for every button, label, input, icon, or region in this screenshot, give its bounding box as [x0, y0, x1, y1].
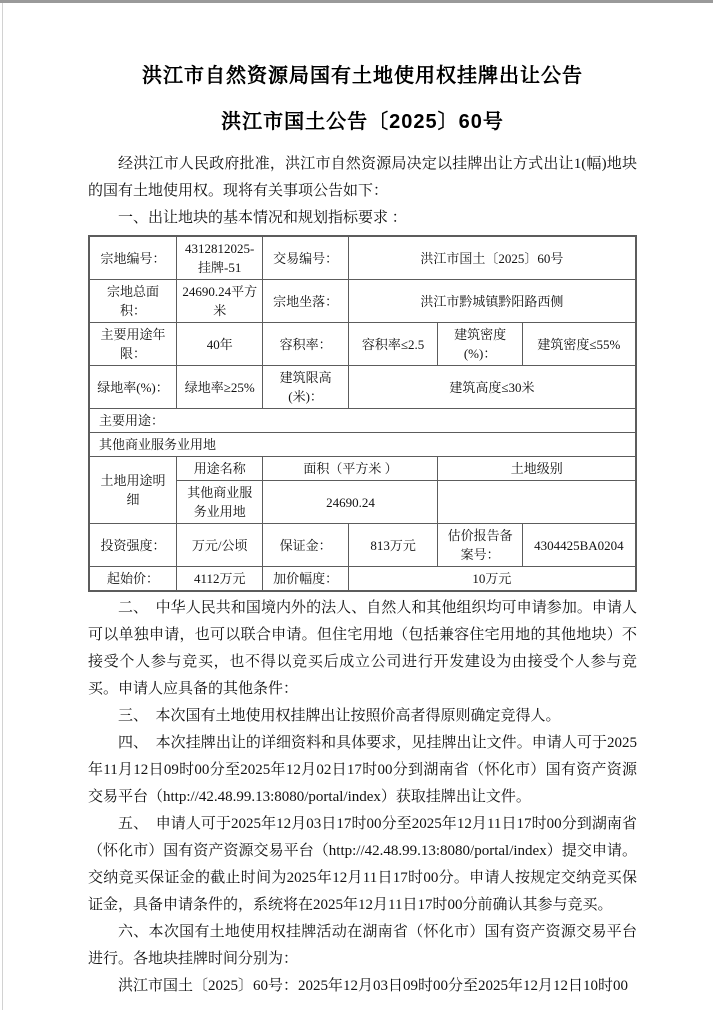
paragraph-listing-time: 洪江市国土〔2025〕60号：2025年12月03日09时00分至2025年12月12日10时00 [118, 978, 629, 994]
paragraph-section4: 四、 本次挂牌出让的详细资料和具体要求，见挂牌出让文件。申请人可于2025年11月12日09时00分至2025年12月02日17时00分到湖南省（怀化市）国有资产资源交易平台（http://42.48.99.13:8080/portal/index）获取挂牌出让文件。 [88, 735, 637, 805]
paragraph-section2: 二、 中华人民共和国境内外的法人、自然人和其他组织均可申请参加。申请人可以单独申请，也可以联合申请。但住宅用地（包括兼容住宅用地的其他地块）不接受个人参与竞买，也不得以竞买后成立公司进行开发建设为由接受个人参与竞买。申请人应具备的其他条件： [88, 600, 637, 697]
building-density-label: 建筑密度(%)： [438, 323, 522, 366]
table-row [89, 524, 636, 567]
table-row [89, 366, 636, 409]
increment-value: 10万元 [348, 567, 636, 592]
body-paragraphs [88, 595, 637, 1000]
land-grade-header: 土地级别 [438, 457, 636, 481]
area-header: 面积（平方米 ） [263, 457, 438, 481]
height-limit-value: 建筑高度≤30米 [348, 366, 636, 409]
paragraph-section3: 三、 本次国有土地使用权挂牌出让按照价高者得原则确定竞得人。 [118, 708, 561, 724]
section1-heading: 一、出让地块的基本情况和规划指标要求 ： [118, 210, 407, 226]
deal-no-value: 洪江市国土〔2025〕60号 [348, 236, 636, 280]
document-title: 洪江市自然资源局国有土地使用权挂牌出让公告 [142, 65, 583, 87]
appraisal-label: 估价报告备案号： [438, 524, 522, 567]
appraisal-no-value: 4304425BA0204 [522, 524, 636, 567]
increment-label: 加价幅度： [263, 567, 348, 592]
total-area-label: 宗地总面积： [89, 280, 177, 323]
table-row [89, 236, 636, 280]
document-subtitle: 洪江市国土公告〔2025〕60号 [221, 111, 504, 133]
paragraph-section5: 五、 申请人可于2025年12月03日17时00分至2025年12月11日17时00分到湖南省（怀化市）国有资产资源交易平台（http://42.48.99.13:8080/portal/index）提交申请。交纳竞买保证金的截止时间为2025年12月11日17时00分。申请人按规定交纳竞买保证金，具备申请条件的，系统将在2025年12月11日17时00分前确认其参与竞买。 [88, 816, 637, 913]
use-detail-label: 土地用途明细 [89, 457, 177, 524]
table-row [89, 409, 636, 433]
deposit-label: 保证金： [263, 524, 348, 567]
use-term-label: 主要用途年限： [89, 323, 177, 366]
location-label: 宗地坐落： [263, 280, 348, 323]
paragraph-section6: 六、本次国有土地使用权挂牌活动在湖南省（怀化市）国有资产资源交易平台进行。各地块挂牌时间分别为： [88, 924, 637, 967]
plot-ratio-value: 容积率≤2.5 [348, 323, 438, 366]
investment-label: 投资强度： [89, 524, 177, 567]
table-row [89, 433, 636, 457]
main-use-value: 其他商业服务业用地 [89, 433, 636, 457]
table-row [89, 567, 636, 592]
investment-value: 万元/公顷 [177, 524, 263, 567]
use-name-header: 用途名称 [177, 457, 263, 481]
use-name-value: 其他商业服务业用地 [177, 481, 263, 524]
use-area-value: 24690.24 [263, 481, 438, 524]
intro-paragraph: 经洪江市人民政府批准，洪江市自然资源局决定以挂牌出让方式出让1(幅)地块的国有土地使用权。现将有关事项公告如下： [88, 156, 637, 199]
table-row [89, 457, 636, 481]
green-rate-label: 绿地率(%)： [89, 366, 177, 409]
parcel-info-table [88, 235, 637, 592]
building-density-value: 建筑密度≤55% [522, 323, 636, 366]
page-top-edge [0, 0, 713, 3]
land-grade-value [438, 481, 636, 524]
table-row [89, 323, 636, 366]
page-left-edge [2, 3, 3, 1010]
use-term-value: 40年 [177, 323, 263, 366]
height-limit-label: 建筑限高(米)： [263, 366, 348, 409]
plot-ratio-label: 容积率： [263, 323, 348, 366]
deal-no-label: 交易编号： [263, 236, 348, 280]
table-row [89, 280, 636, 323]
location-value: 洪江市黔城镇黔阳路西侧 [348, 280, 636, 323]
total-area-value: 24690.24平方米 [177, 280, 263, 323]
parcel-no-value: 4312812025-挂牌-51 [177, 236, 263, 280]
main-use-label: 主要用途： [89, 409, 636, 433]
start-price-label: 起始价： [89, 567, 177, 592]
parcel-no-label: 宗地编号： [89, 236, 177, 280]
start-price-value: 4112万元 [177, 567, 263, 592]
green-rate-value: 绿地率≥25% [177, 366, 263, 409]
deposit-value: 813万元 [348, 524, 438, 567]
